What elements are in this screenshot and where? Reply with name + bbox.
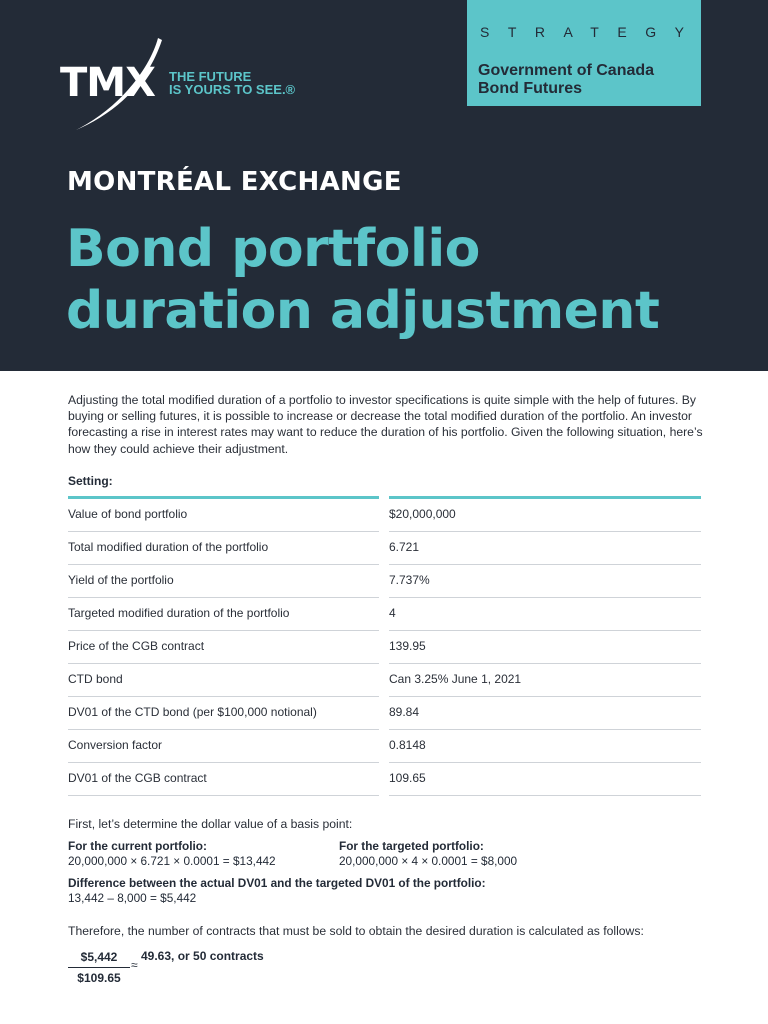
row-value: 4 [389, 598, 701, 631]
strategy-title-line-1: Government of Canada [478, 62, 655, 79]
row-value: 7.737% [389, 565, 701, 598]
table-row [68, 664, 701, 697]
table-row [68, 499, 701, 532]
table-rows [68, 499, 701, 796]
table-row [68, 763, 701, 796]
page-title [66, 218, 659, 342]
tmx-wordmark: TMX [60, 60, 155, 106]
row-label: Price of the CGB contract [68, 631, 379, 664]
difference-label: Difference between the actual DV01 and the targeted DV01 of the portfolio: [68, 876, 486, 890]
row-label: Value of bond portfolio [68, 499, 379, 532]
calculation-intro: First, let’s determine the dollar value of a basis point: [68, 817, 353, 831]
table-row [68, 532, 701, 565]
targeted-portfolio-label: For the targeted portfolio: [339, 839, 484, 853]
contracts-fraction [68, 948, 130, 987]
setting-heading: Setting: [68, 474, 113, 488]
fraction-bar [68, 967, 130, 968]
fraction-numerator: $5,442 [80, 950, 118, 964]
row-label: DV01 of the CTD bond (per $100,000 notional) [68, 697, 379, 730]
row-value: Can 3.25% June 1, 2021 [389, 664, 701, 697]
targeted-portfolio-calc [339, 839, 517, 869]
fraction-denominator: $109.65 [77, 971, 121, 985]
difference-calc [68, 876, 486, 906]
page-title-line-2: duration adjustment [66, 281, 660, 341]
row-value: 89.84 [389, 697, 701, 730]
contracts-result: 49.63, or 50 contracts [141, 949, 264, 963]
table-row [68, 598, 701, 631]
row-value: 139.95 [389, 631, 701, 664]
difference-formula: 13,442 – 8,000 = $5,442 [68, 891, 197, 905]
table-row [68, 730, 701, 763]
table-row [68, 631, 701, 664]
current-portfolio-label: For the current portfolio: [68, 839, 207, 853]
table-row [68, 565, 701, 598]
row-value: 6.721 [389, 532, 701, 565]
tmx-logo [60, 38, 310, 133]
row-label: DV01 of the CGB contract [68, 763, 379, 796]
exchange-name: MONTRÉAL EXCHANGE [67, 167, 402, 197]
current-portfolio-calc [68, 839, 276, 869]
page-title-line-1: Bond portfolio [66, 219, 480, 279]
tagline-line-2: IS YOURS TO SEE.® [169, 82, 296, 97]
contracts-intro: Therefore, the number of contracts that must be sold to obtain the desired duration is calculated as follows: [68, 924, 644, 938]
header-banner [0, 0, 768, 371]
tagline-line-1: THE FUTURE [169, 69, 252, 84]
row-label: Targeted modified duration of the portfolio [68, 598, 379, 631]
intro-paragraph: Adjusting the total modified duration of a portfolio to investor specifications is quite simple with the help of futures. By buying or selling futures, it is possible to increase or decrease the total modified duration of the portfolio. An investor forecasting a rise in interest rates may want to reduce the duration of his portfolio. Given the following situation, here’s how they could achieve their adjustment. [68, 393, 703, 456]
targeted-portfolio-formula: 20,000,000 × 4 × 0.0001 = $8,000 [339, 854, 518, 868]
tmx-tagline [169, 70, 295, 96]
row-value: $20,000,000 [389, 499, 701, 532]
row-label: Conversion factor [68, 730, 379, 763]
strategy-label: STRATEGY [480, 24, 703, 40]
strategy-title-line-2: Bond Futures [478, 80, 582, 97]
strategy-title [478, 62, 698, 98]
table-row [68, 697, 701, 730]
row-value: 109.65 [389, 763, 701, 796]
row-label: Yield of the portfolio [68, 565, 379, 598]
current-portfolio-formula: 20,000,000 × 6.721 × 0.0001 = $13,442 [68, 854, 276, 868]
row-value: 0.8148 [389, 730, 701, 763]
row-label: Total modified duration of the portfolio [68, 532, 379, 565]
strategy-badge [467, 0, 701, 106]
row-label: CTD bond [68, 664, 379, 697]
approx-symbol: ≈ [131, 958, 138, 972]
